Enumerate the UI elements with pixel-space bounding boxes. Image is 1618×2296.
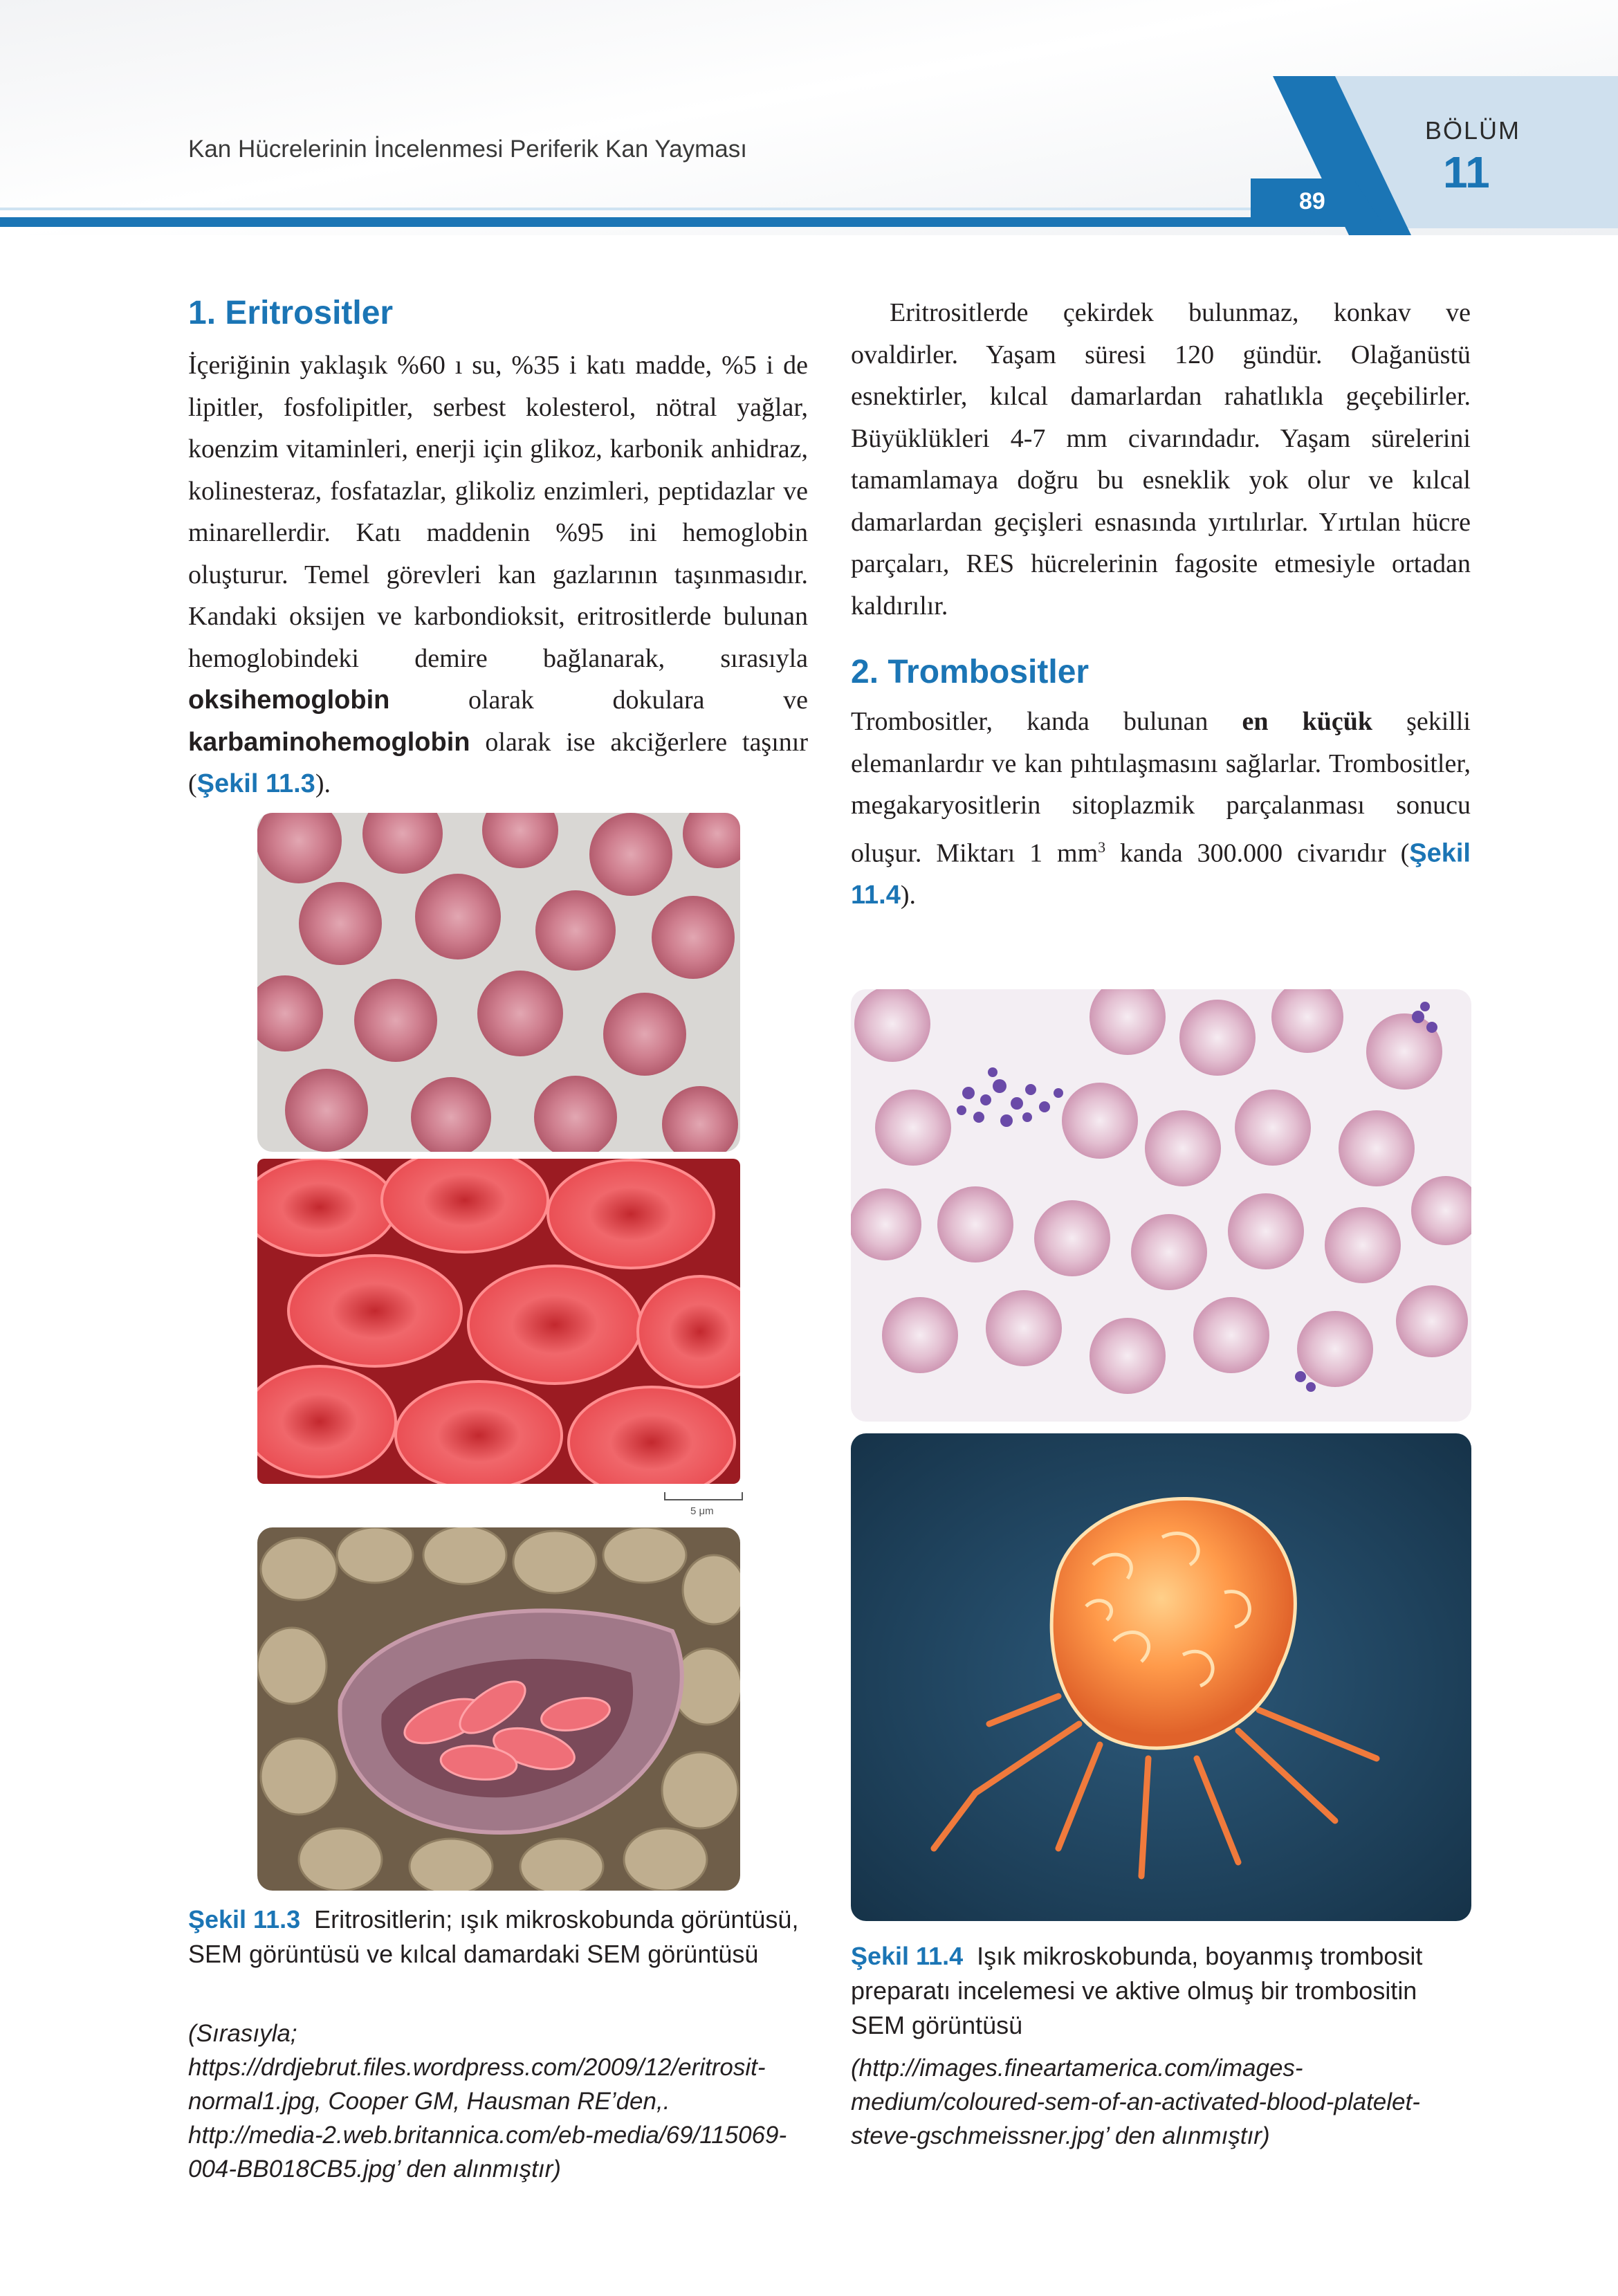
figure-11-3-credit: (Sırasıyla; https://drdjebrut.files.wordpress.com/2009/12/eritrosit-normal1.jpg, Cooper GM, Hausman RE’den,. http://media-2.web.britannica.com/eb-media/69/115069-004-BB018CB5.jpg’ den alınmıştır) [188, 2020, 787, 2183]
figure-11-4-label: Şekil 11.4 [851, 1942, 964, 1970]
paragraph-text: şekilli elemanlardır ve kan pıhtılaşmasını sağlarlar. Trombositler, megakaryositlerin sitoplazmik parçalanması sonucu oluşur. Miktarı 1 mm [851, 707, 1471, 868]
paragraph-text: kanda 300.000 civarıdır ( [1105, 838, 1410, 868]
superscript: 3 [1098, 838, 1106, 856]
term-karbaminohemoglobin: karbaminohemoglobin [188, 727, 470, 757]
figure-reference-11-4[interactable]: Şekil 11.4 [851, 838, 1471, 910]
term-en-kucuk: en küçük [1242, 707, 1372, 736]
section-eritrositler [188, 294, 808, 805]
erythrocyte-sem-image [257, 1159, 740, 1484]
paragraph-text: olarak dokulara ve [389, 686, 808, 715]
section-heading-eritrositler: 1. Eritrositler [188, 295, 394, 331]
scale-bar [664, 1492, 743, 1500]
erythrocyte-light-microscopy-image [257, 813, 740, 1152]
running-title: Kan Hücrelerinin İncelenmesi Periferik Kan Yayması [188, 136, 747, 163]
figure-11-4-caption [851, 1939, 1473, 2043]
paragraph-trombositler [851, 701, 1471, 916]
chapter-number: 11 [1443, 147, 1490, 197]
platelet-light-microscopy-image [851, 989, 1471, 1422]
term-oksihemoglobin: oksihemoglobin [188, 686, 390, 715]
figure-11-4-caption-text: Işık mikroskobunda, boyanmış trombosit preparatı incelemesi ve aktive olmuş bir trombositin SEM görüntüsü [851, 1942, 1423, 2039]
paragraph-text: Trombositler, kanda bulunan [851, 707, 1242, 736]
paragraph-text: olarak ise akciğerlere taşınır ( [188, 727, 808, 798]
page-number: 89 [1299, 188, 1325, 214]
paragraph-text: ). [900, 880, 917, 910]
figure-11-3-caption [188, 1902, 811, 1972]
capillary-sem-image [257, 1527, 740, 1891]
paragraph-eritrositler-2: Eritrositlerde çekirdek bulunmaz, konkav ve ovaldirler. Yaşam süresi 120 gündür. Olağanüstü esnektirler, kılcal damarlardan rahatlıkla geçebilirler. Büyüklükleri 4-7 mm civarındadır. Yaşam sürelerini tamamlamaya doğru bu esneklik yok olur ve kılcal damarlardan geçişleri esnasında yırtılırlar. Yırtılan hücre parçaları, RES hücrelerinin fagosite etmesiyle ortadan kaldırılır. [851, 298, 1471, 621]
paragraph-eritrositler-1 [188, 345, 808, 805]
chapter-label: BÖLÜM [1425, 116, 1521, 145]
figure-11-3-label: Şekil 11.3 [188, 1905, 301, 1934]
paragraph-text: ). [315, 769, 331, 798]
figure-11-3-caption-text: Eritrositlerin; ışık mikroskobunda görüntüsü, SEM görüntüsü ve kılcal damardaki SEM görüntüsü [188, 1905, 799, 1968]
figure-reference-11-3[interactable]: Şekil 11.3 [196, 769, 315, 798]
section-heading-trombositler: 2. Trombositler [851, 654, 1090, 690]
right-column [851, 292, 1471, 916]
paragraph-text: İçeriğinin yaklaşık %60 ı su, %35 i katı madde, %5 i de lipitler, fosfolipitler, serbest kolesterol, nötral yağlar, koenzim vitaminleri, enerji için glikoz, karbonik anhidraz, kolinesteraz, fosfatazlar, glikoliz enzimleri, peptidazlar ve minarellerdir. Katı maddenin %95 ini hemoglobin oluşturur. Temel görevleri kan gazlarının taşınmasıdır. Kandaki oksijen ve karbondioksit, eritrositlerde bulunan hemoglobindeki demire bağlanarak, sırasıyla [188, 351, 808, 673]
figure-11-4-credit: (http://images.fineartamerica.com/images-medium/coloured-sem-of-an-activated-blood-platelet-steve-gschmeissner.jpg’ den alınmıştır) [851, 2055, 1420, 2149]
scale-bar-label: 5 μm [690, 1505, 714, 1517]
platelet-sem-image [851, 1433, 1471, 1921]
header-rule [0, 217, 1349, 227]
header-thin-rule [0, 208, 1280, 210]
